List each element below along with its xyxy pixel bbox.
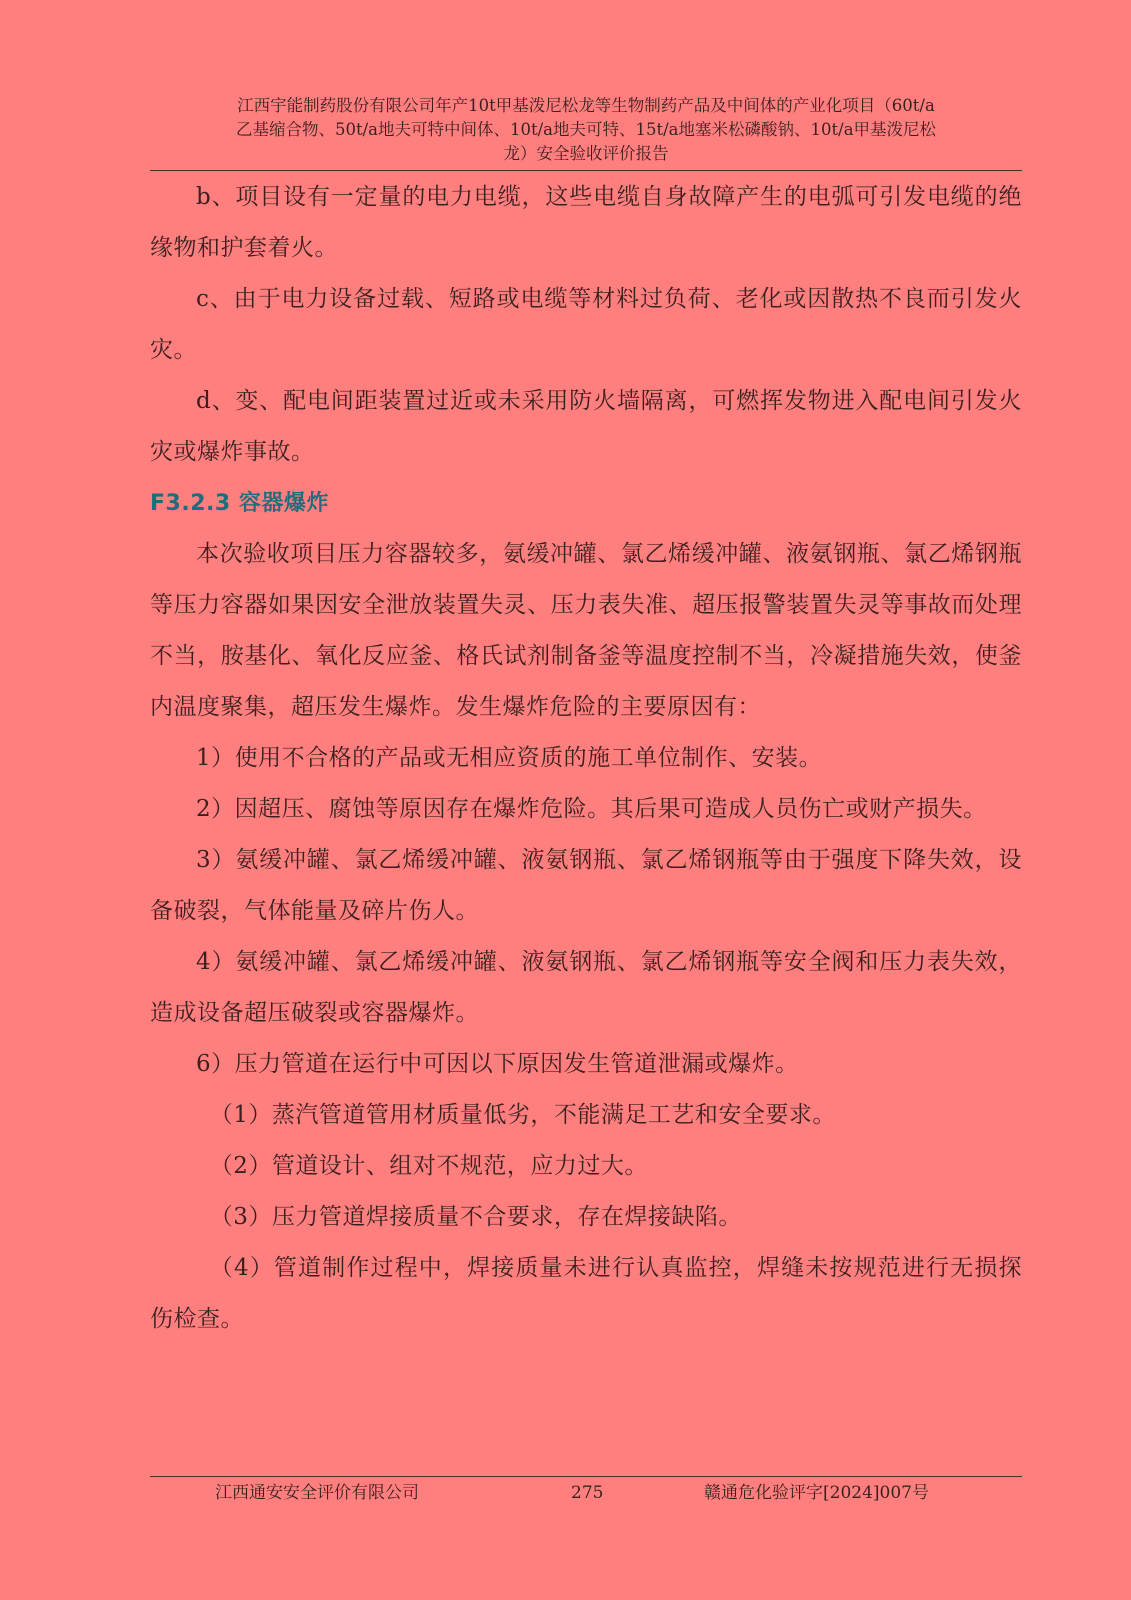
paragraph-b: b、项目设有一定量的电力电缆，这些电缆自身故障产生的电弧可引发电缆的绝缘物和护套着火。 [150,184,1022,261]
list-item-4: 4）氨缓冲罐、氯乙烯缓冲罐、液氨钢瓶、氯乙烯钢瓶等安全阀和压力表失效，造成设备超压破裂或容器爆炸。 [150,949,1022,1026]
list-item-1: 1）使用不合格的产品或无相应资质的施工单位制作、安装。 [196,745,823,771]
footer-doc-number: 赣通危化验评字[2024]007号 [704,1483,929,1503]
header-line-1: 江西宇能制药股份有限公司年产10t甲基泼尼松龙等生物制药产品及中间体的产业化项目（60t/a [237,96,935,115]
page-header [150,94,1022,166]
main-content [150,172,1022,1345]
list-item-6: 6）压力管道在运行中可因以下原因发生管道泄漏或爆炸。 [196,1051,799,1077]
header-line-3: 龙）安全验收评价报告 [503,144,669,163]
footer-divider [150,1476,1022,1477]
sub-item-4: （4）管道制作过程中，焊接质量未进行认真监控，焊缝未按规范进行无损探伤检查。 [150,1255,1022,1332]
list-item-3: 3）氨缓冲罐、氯乙烯缓冲罐、液氨钢瓶、氯乙烯钢瓶等由于强度下降失效，设备破裂，气体能量及碎片伤人。 [150,847,1022,924]
page-number: 275 [571,1483,604,1503]
sub-item-2: （2）管道设计、组对不规范，应力过大。 [209,1153,648,1179]
paragraph-d: d、变、配电间距装置过近或未采用防火墙隔离，可燃挥发物进入配电间引发火灾或爆炸事故。 [150,388,1022,465]
intro-paragraph: 本次验收项目压力容器较多，氨缓冲罐、氯乙烯缓冲罐、液氨钢瓶、氯乙烯钢瓶等压力容器如果因安全泄放装置失灵、压力表失准、超压报警装置失灵等事故而处理不当，胺基化、氧化反应釜、格氏试剂制备釜等温度控制不当，冷凝措施失效，使釜内温度聚集，超压发生爆炸。发生爆炸危险的主要原因有： [150,541,1022,720]
sub-item-3: （3）压力管道焊接质量不合要求，存在焊接缺陷。 [209,1204,742,1230]
header-line-2: 乙基缩合物、50t/a地夫可特中间体、10t/a地夫可特、15t/a地塞米松磷酸钠、10t/a甲基泼尼松 [235,120,937,139]
header-divider [150,170,1022,171]
list-item-2: 2）因超压、腐蚀等原因存在爆炸危险。其后果可造成人员伤亡或财产损失。 [196,796,987,822]
section-heading: F3.2.3 容器爆炸 [150,491,329,516]
paragraph-c: c、由于电力设备过载、短路或电缆等材料过负荷、老化或因散热不良而引发火灾。 [150,286,1022,363]
footer-company: 江西通安安全评价有限公司 [215,1483,419,1503]
sub-item-1: （1）蒸汽管道管用材质量低劣，不能满足工艺和安全要求。 [209,1102,836,1128]
